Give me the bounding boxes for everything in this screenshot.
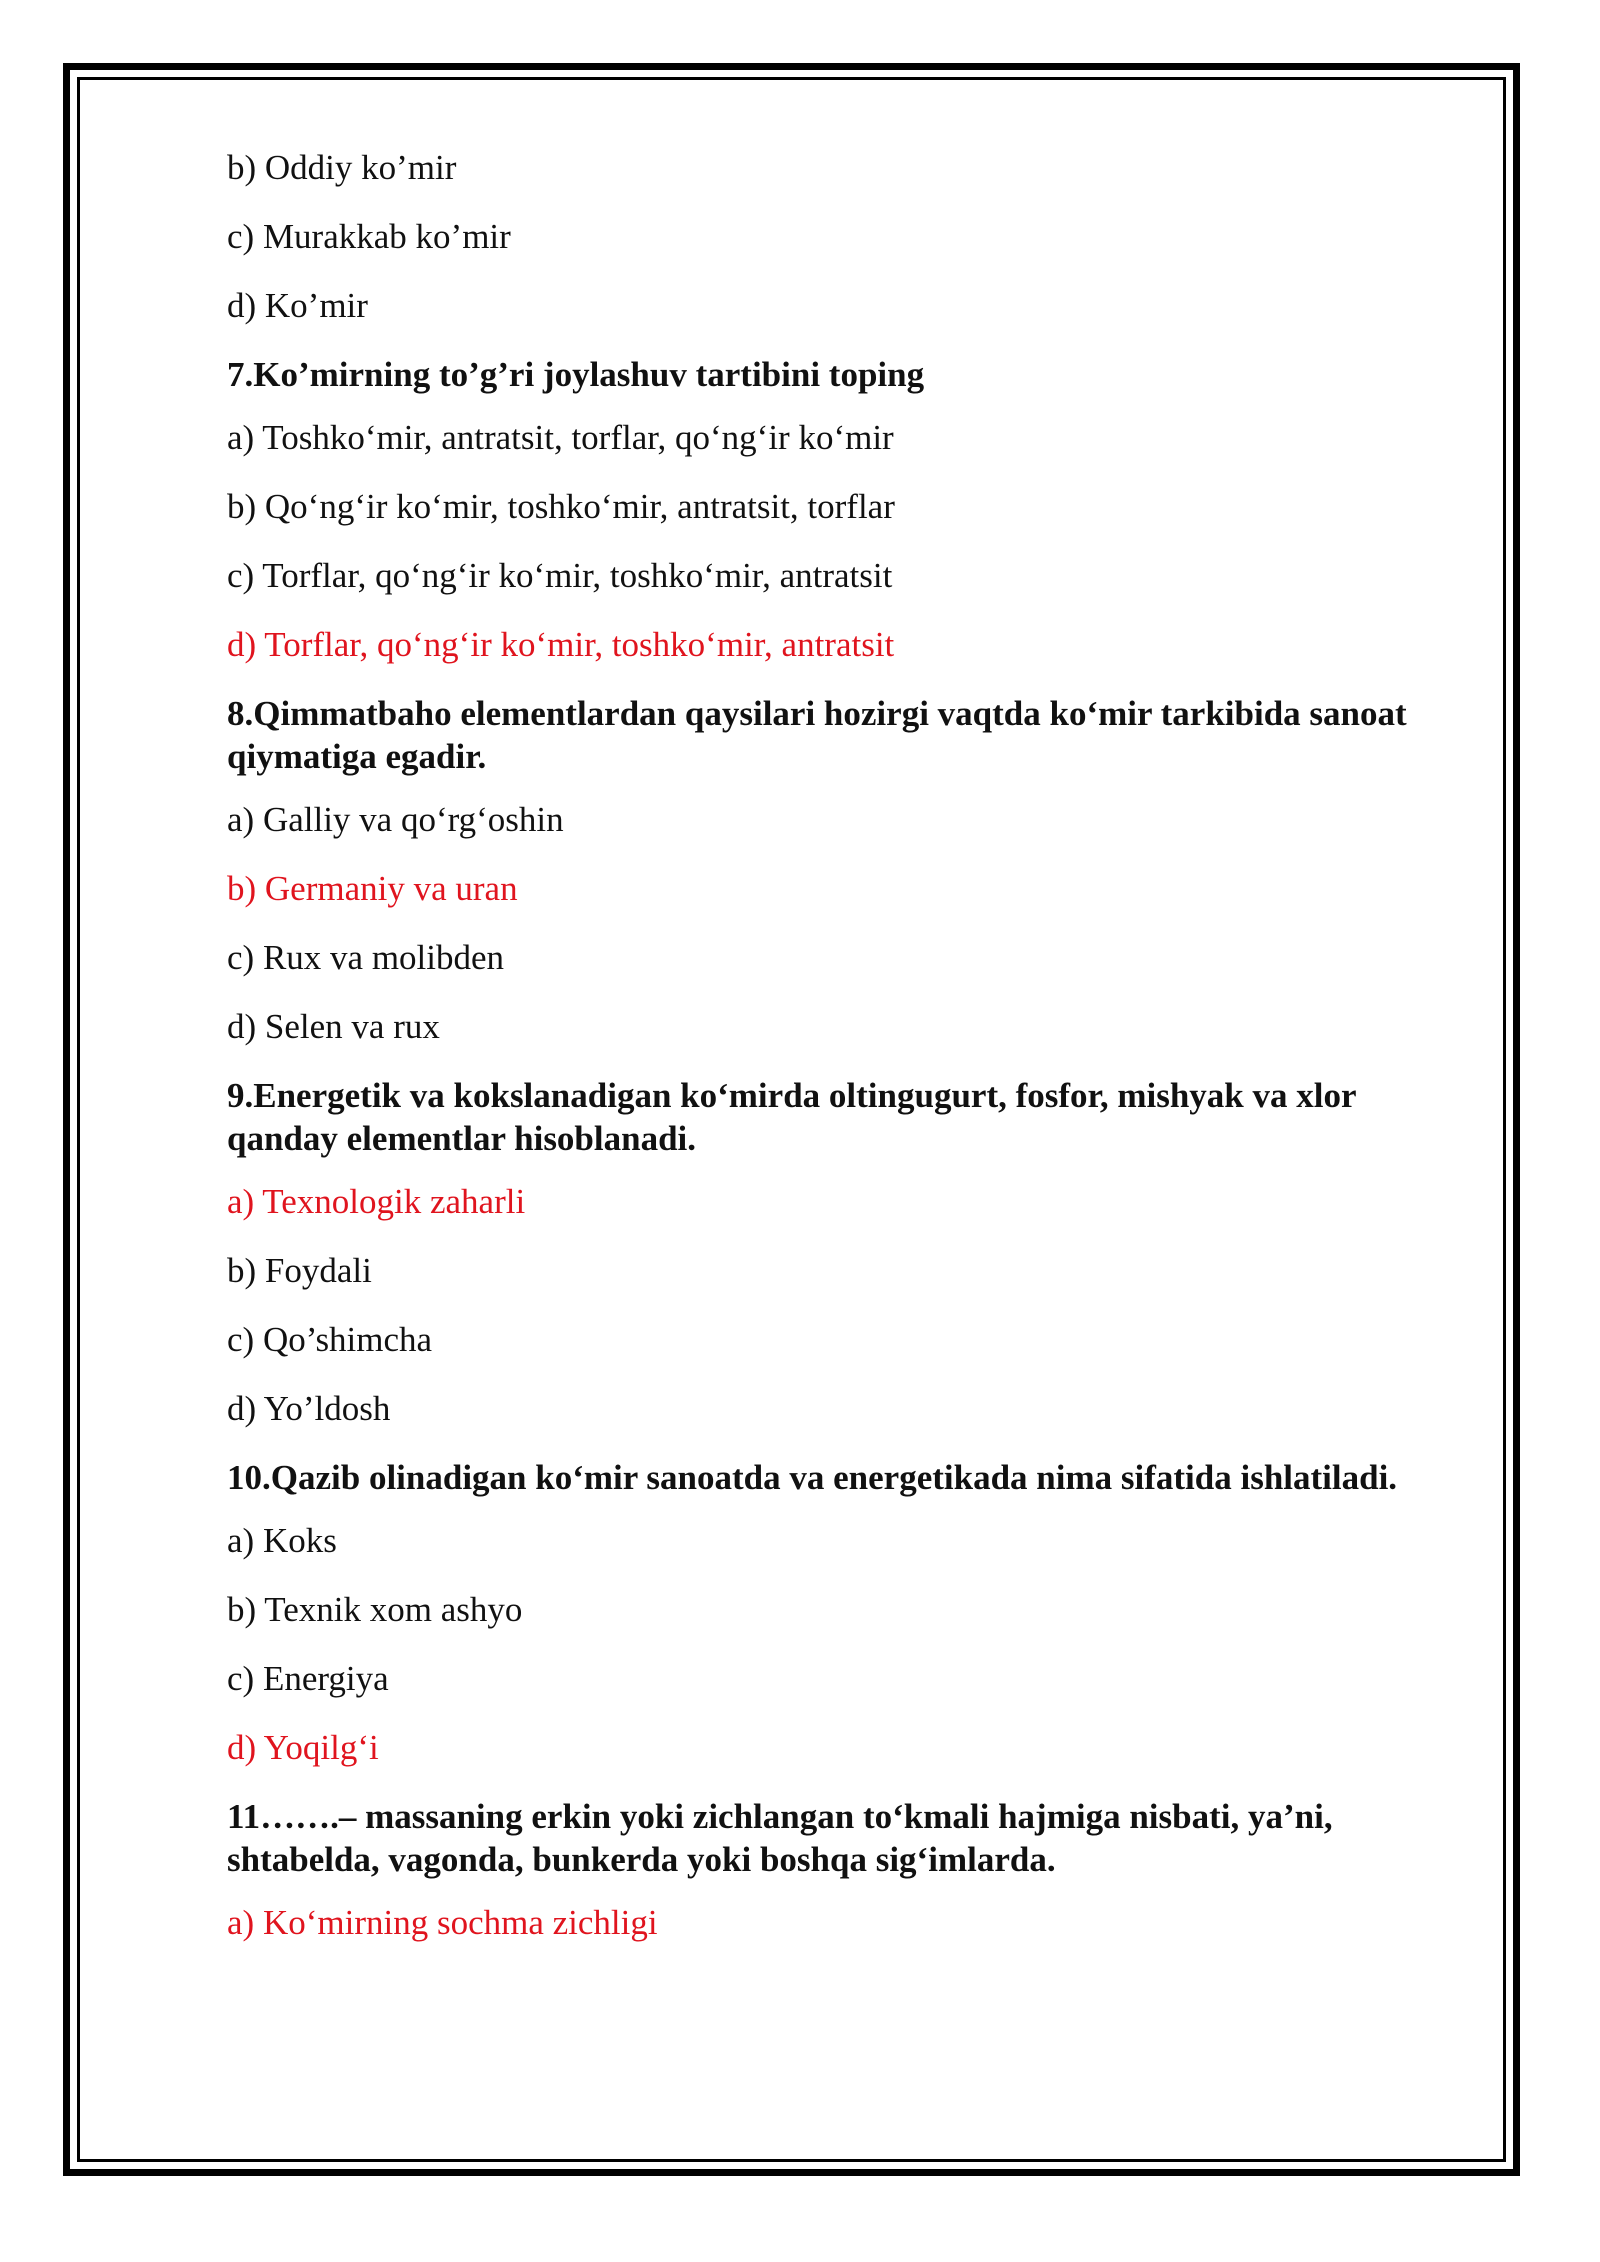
- answer-option: c) Torflar, qoʻngʻir koʻmir, toshkoʻmir, antratsit: [227, 556, 893, 595]
- answer-option: d) Selen va rux: [227, 1007, 440, 1046]
- answer-option: c) Energiya: [227, 1659, 389, 1698]
- answer-option: b) Oddiy ko’mir: [227, 148, 457, 187]
- answer-option: c) Rux va molibden: [227, 938, 505, 977]
- answer-option: b) Texnik xom ashyo: [227, 1590, 523, 1629]
- answer-option: a) Koks: [227, 1521, 337, 1560]
- answer-option: d) Ko’mir: [227, 286, 368, 325]
- correct-answer-option: a) Texnologik zaharli: [227, 1182, 526, 1221]
- answer-option: d) Yo’ldosh: [227, 1389, 391, 1428]
- document-body: [227, 146, 1457, 1970]
- answer-option: b) Qoʻngʻir koʻmir, toshkoʻmir, antratsit, torflar: [227, 487, 895, 526]
- correct-answer-option: d) Torflar, qoʻngʻir koʻmir, toshkoʻmir, antratsit: [227, 625, 895, 664]
- question-11: 11…….– massaning erkin yoki zichlangan toʻkmali hajmiga nisbati, ya’ni, shtabelda, vagonda, bunkerda yoki boshqa sigʻimlarda.: [227, 1797, 1333, 1879]
- question-9: 9.Energetik va kokslanadigan koʻmirda oltingugurt, fosfor, mishyak va xlor qanday elementlar hisoblanadi.: [227, 1076, 1356, 1158]
- correct-answer-option: b) Germaniy va uran: [227, 869, 518, 908]
- question-8: 8.Qimmatbaho elementlardan qaysilari hozirgi vaqtda koʻmir tarkibida sanoat qiymatiga egadir.: [227, 694, 1407, 776]
- answer-option: a) Galliy va qoʻrgʻoshin: [227, 800, 564, 839]
- answer-option: a) Toshkoʻmir, antratsit, torflar, qoʻngʻir koʻmir: [227, 418, 894, 457]
- question-10: 10.Qazib olinadigan koʻmir sanoatda va energetikada nima sifatida ishlatiladi.: [227, 1458, 1398, 1497]
- correct-answer-option: d) Yoqilgʻi: [227, 1728, 379, 1767]
- correct-answer-option: a) Koʻmirning sochma zichligi: [227, 1903, 658, 1942]
- answer-option: c) Murakkab ko’mir: [227, 217, 511, 256]
- question-7: 7.Ko’mirning to’g’ri joylashuv tartibini toping: [227, 355, 925, 394]
- answer-option: c) Qo’shimcha: [227, 1320, 433, 1359]
- answer-option: b) Foydali: [227, 1251, 372, 1290]
